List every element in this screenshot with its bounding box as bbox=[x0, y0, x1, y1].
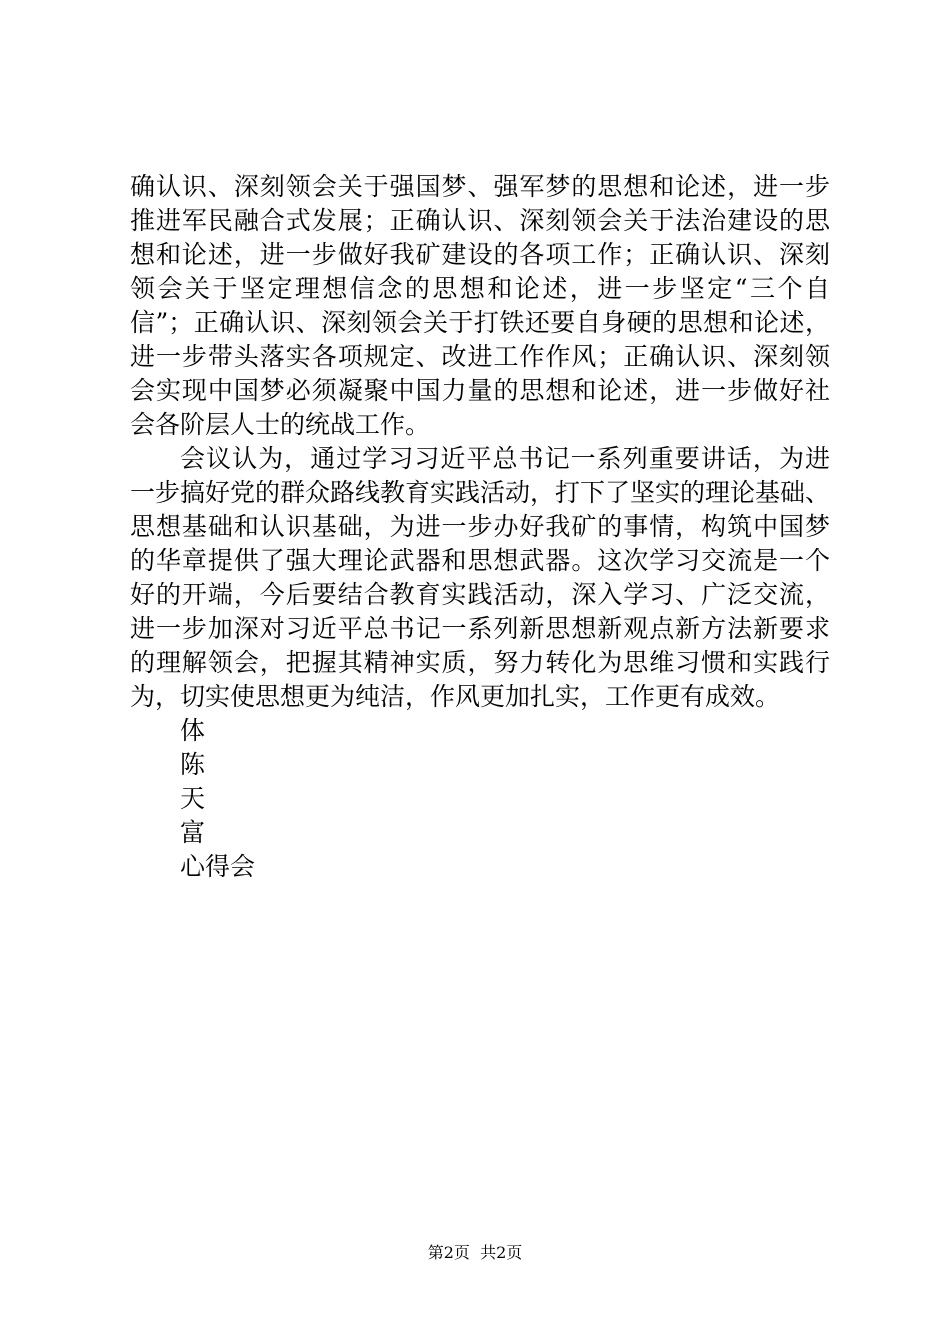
signature-line: 富 bbox=[180, 818, 206, 847]
text-line: 的华章提供了强大理论武器和思想武器。这次学习交流是一个 bbox=[130, 546, 830, 575]
document-body bbox=[130, 170, 830, 884]
text-line: 一步搞好党的群众路线教育实践活动，打下了坚实的理论基础、 bbox=[130, 478, 831, 507]
signature-line: 陈 bbox=[180, 750, 206, 779]
signature-line: 天 bbox=[180, 784, 206, 813]
text-line: 会各阶层人士的统战工作。 bbox=[130, 410, 431, 439]
page-footer bbox=[0, 1243, 950, 1263]
text-line: 会实现中国梦必须凝聚中国力量的思想和论述，进一步做好社 bbox=[130, 376, 830, 405]
text-line: 思想基础和认识基础，为进一步办好我矿的事情，构筑中国梦 bbox=[130, 512, 830, 541]
text-line: 领会关于坚定理想信念的思想和论述，进一步坚定“三个自 bbox=[130, 274, 830, 303]
text-line: 的理解领会，把握其精神实质，努力转化为思维习惯和实践行 bbox=[130, 648, 830, 677]
text-line: 进一步加深对习近平总书记一系列新思想新观点新方法新要求 bbox=[130, 614, 830, 643]
text-line: 好的开端，今后要结合教育实践活动，深入学习、广泛交流， bbox=[130, 580, 830, 609]
text-line: 会议认为，通过学习习近平总书记一系列重要讲话，为进 bbox=[180, 444, 830, 473]
page-number: 第2页 共2页 bbox=[427, 1243, 523, 1262]
signature-line: 体 bbox=[180, 716, 206, 745]
text-line: 进一步带头落实各项规定、改进工作作风；正确认识、深刻领 bbox=[130, 342, 830, 371]
text-line: 想和论述，进一步做好我矿建设的各项工作；正确认识、深刻 bbox=[130, 240, 830, 269]
signature-line: 心得会 bbox=[180, 852, 256, 881]
text-line: 确认识、深刻领会关于强国梦、强军梦的思想和论述，进一步 bbox=[130, 172, 830, 201]
text-line: 为，切实使思想更为纯洁，作风更加扎实，工作更有成效。 bbox=[130, 682, 781, 711]
text-line: 信”；正确认识、深刻领会关于打铁还要自身硬的思想和论述， bbox=[130, 308, 830, 337]
text-line: 推进军民融合式发展；正确认识、深刻领会关于法治建设的思 bbox=[130, 206, 830, 235]
